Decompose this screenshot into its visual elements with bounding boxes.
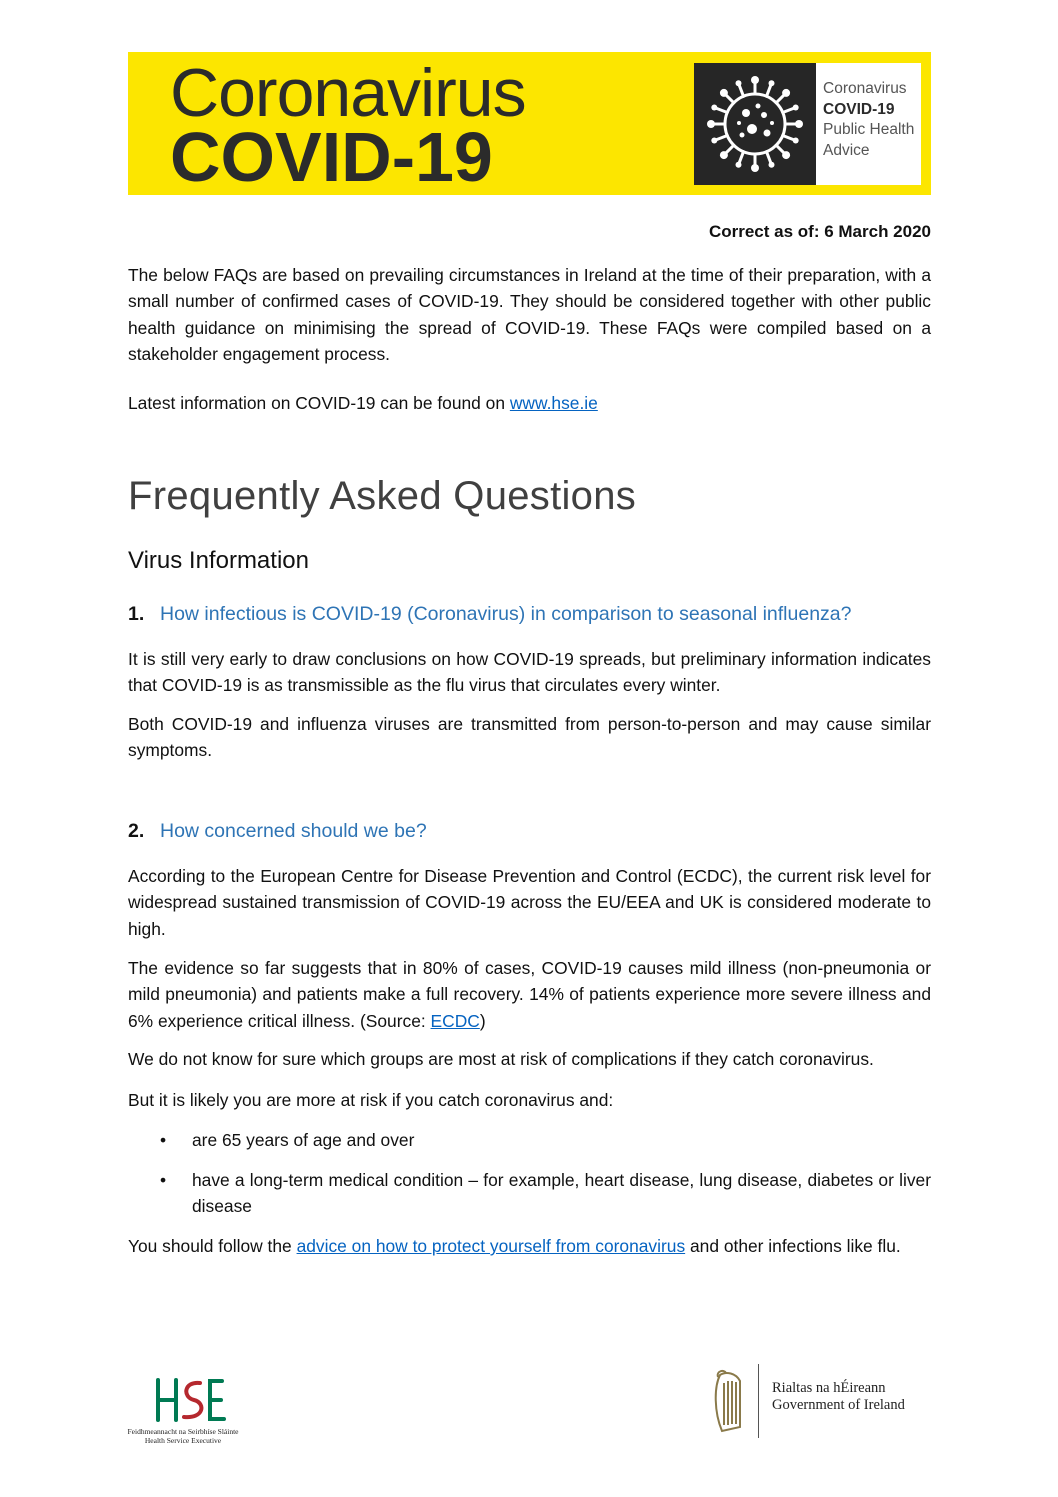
source-close: ) bbox=[479, 1010, 486, 1031]
question-1-text: How infectious is COVID-19 (Coronavirus) in comparison to seasonal influenza? bbox=[160, 603, 852, 625]
follow-suffix: and other infections like flu. bbox=[685, 1236, 901, 1256]
correct-as-of-date: Correct as of: 6 March 2020 bbox=[708, 222, 931, 241]
badge-line3: Public Health bbox=[823, 121, 915, 138]
badge-text bbox=[823, 79, 914, 161]
hse-sub-line2: Health Service Executive bbox=[144, 1436, 222, 1445]
question-1-number: 1. bbox=[128, 603, 145, 625]
bullet-icon: • bbox=[160, 1130, 167, 1150]
question-1-paragraph-2: Both COVID-19 and influenza viruses are transmitted from person-to-person and may cause similar symptoms. bbox=[128, 714, 931, 761]
hse-subtitle bbox=[118, 1427, 248, 1445]
question-2-paragraph-1: According to the European Centre for Disease Prevention and Control (ECDC), the current risk level for widespread sustained transmission of COVID-19 across the EU/EEA and UK is considered moderate to high. bbox=[128, 866, 931, 939]
question-2-paragraph-3: We do not know for sure which groups are most at risk of complications if they catch coronavirus. bbox=[128, 1049, 874, 1069]
question-2-paragraph-2-text: The evidence so far suggests that in 80% of cases, COVID-19 causes mild illness (non-pneumonia or mild pneumonia) and patients make a full recovery. 14% of patients experience more severe illness and 6% experience critical illness. (Source: bbox=[128, 958, 931, 1031]
badge-line1: Coronavirus bbox=[823, 80, 907, 97]
harp-icon bbox=[710, 1367, 748, 1437]
badge-line4: Advice bbox=[823, 141, 870, 159]
hse-logo bbox=[118, 1375, 248, 1450]
list-item bbox=[160, 1167, 931, 1220]
public-health-badge bbox=[694, 63, 921, 185]
list-item bbox=[160, 1127, 931, 1153]
hse-mark-icon bbox=[118, 1375, 248, 1425]
latest-info-line bbox=[128, 390, 931, 416]
government-of-ireland-logo bbox=[772, 1380, 905, 1414]
gov-line1: Rialtas na hÉireann bbox=[772, 1380, 886, 1396]
banner-title-line1: Coronavirus bbox=[170, 55, 526, 131]
question-2-heading bbox=[128, 820, 427, 843]
government-logo-divider bbox=[758, 1364, 759, 1438]
banner-title-line2: COVID-19 bbox=[170, 118, 493, 196]
question-2-number: 2. bbox=[128, 820, 145, 842]
question-2-paragraph-2 bbox=[128, 955, 931, 1034]
hse-sub-line1: Feidhmeannacht na Seirbhíse Sláinte bbox=[127, 1427, 239, 1436]
follow-advice-line bbox=[128, 1233, 931, 1259]
latest-info-prefix: Latest information on COVID-19 can be found on bbox=[128, 393, 510, 413]
ecdc-link[interactable]: ECDC bbox=[430, 1010, 480, 1031]
follow-prefix: You should follow the bbox=[128, 1236, 297, 1256]
badge-line2: COVID-19 bbox=[823, 100, 895, 118]
gov-line2: Government of Ireland bbox=[772, 1397, 905, 1413]
intro-paragraph: The below FAQs are based on prevailing circumstances in Ireland at the time of their preparation, with a small number of confirmed cases of COVID-19. They should be considered together with other public health guidance on minimising the spread of COVID-19. These FAQs were compiled based on a stakeholder engagement process. bbox=[128, 265, 931, 365]
question-1-paragraph-1: It is still very early to draw conclusions on how COVID-19 spreads, but preliminary information indicates that COVID-19 is as transmissible as the flu virus that circulates every winter. bbox=[128, 649, 931, 696]
question-2-paragraph-4: But it is likely you are more at risk if you catch coronavirus and: bbox=[128, 1090, 614, 1110]
section-heading: Virus Information bbox=[128, 547, 309, 574]
question-2-text: How concerned should we be? bbox=[160, 820, 427, 842]
page-title: Frequently Asked Questions bbox=[128, 474, 637, 518]
list-item-text: are 65 years of age and over bbox=[192, 1130, 415, 1150]
question-1-heading bbox=[128, 603, 851, 626]
protect-yourself-link[interactable]: advice on how to protect yourself from coronavirus bbox=[296, 1236, 686, 1256]
list-item-text: have a long-term medical condition – for example, heart disease, lung disease, diabetes or liver disease bbox=[192, 1170, 931, 1217]
hse-link[interactable]: www.hse.ie bbox=[509, 393, 598, 413]
bullet-icon: • bbox=[160, 1170, 167, 1190]
coronavirus-icon bbox=[694, 63, 816, 185]
covid-banner bbox=[128, 52, 931, 195]
